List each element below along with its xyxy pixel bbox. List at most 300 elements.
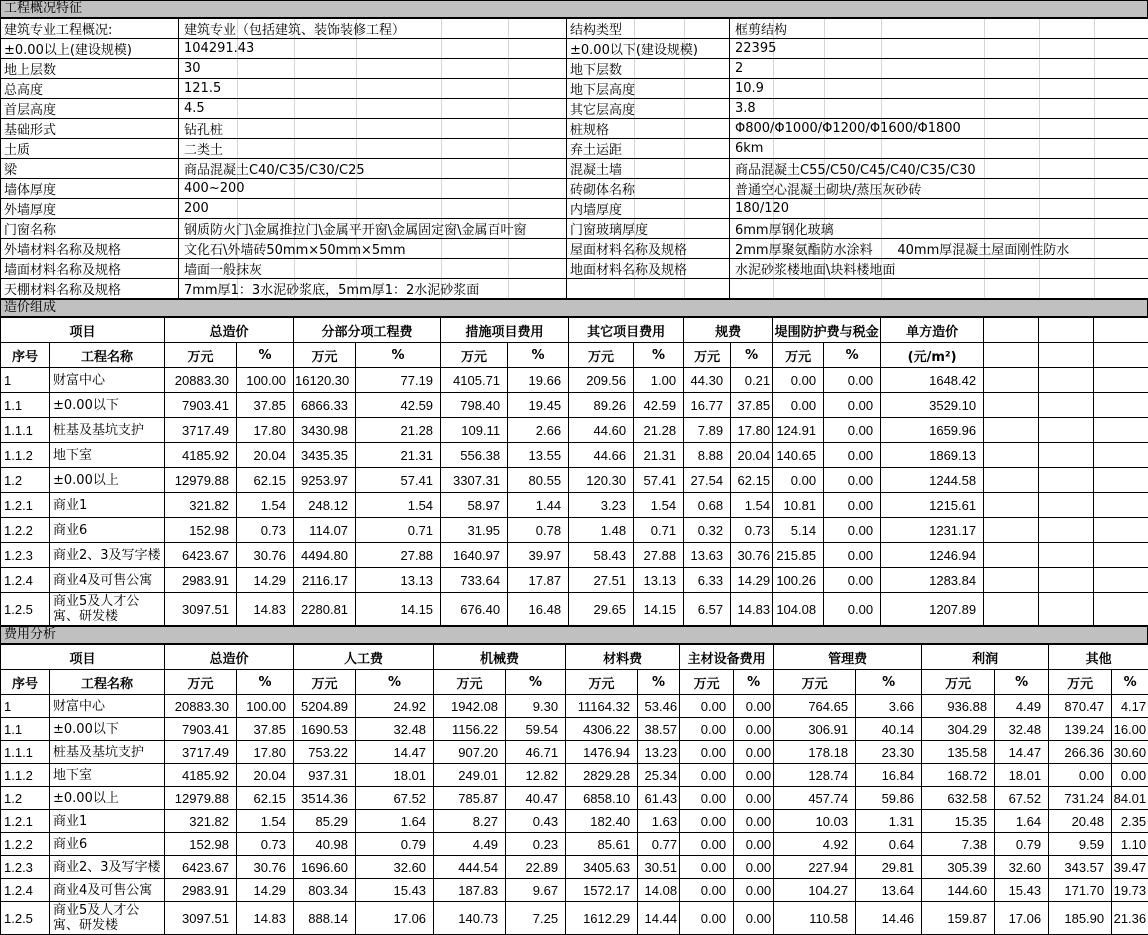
value-cell: 31.95 <box>441 518 508 543</box>
empty-cell <box>984 493 1039 518</box>
value-cell: 110.58 <box>774 902 856 935</box>
field-value: 墙面一般抹灰 <box>179 259 567 279</box>
column-header: 万元 <box>1049 670 1112 695</box>
empty-cell <box>1094 518 1148 543</box>
value-cell: 227.94 <box>774 856 856 879</box>
project-name-cell: ±0.00以上 <box>50 468 165 493</box>
row-index-cell: 1.2.2 <box>1 833 50 856</box>
value-cell: 46.71 <box>506 741 566 764</box>
value-cell: 0.00 <box>734 879 774 902</box>
value-cell: 37.85 <box>237 718 294 741</box>
value-cell: 0.00 <box>734 741 774 764</box>
value-cell: 14.29 <box>731 568 773 593</box>
section-cost-analysis <box>0 626 1148 935</box>
project-name-cell: 商业2、3及写字楼 <box>50 856 165 879</box>
cost-analysis-section-title: 费用分析 <box>0 626 1148 644</box>
value-cell: 30.51 <box>638 856 680 879</box>
value-cell: 12979.88 <box>165 468 237 493</box>
value-cell: 0.00 <box>734 787 774 810</box>
value-cell: 39.47 <box>1112 856 1148 879</box>
value-cell: 185.90 <box>1049 902 1112 935</box>
value-cell: 16120.30 <box>294 368 356 393</box>
value-cell: 58.43 <box>569 543 634 568</box>
value-cell: 3.66 <box>856 695 922 718</box>
field-label: 地面材料名称及规格 <box>567 259 730 279</box>
value-cell: 803.34 <box>294 879 356 902</box>
value-cell: 21.31 <box>356 443 441 468</box>
field-value: 7mm厚1：3水泥砂浆底，5mm厚1：2水泥砂浆面 <box>179 279 567 299</box>
column-group-header: 其他 <box>1049 645 1148 670</box>
value-cell: 266.36 <box>1049 741 1112 764</box>
column-group-header: 单方造价 <box>881 318 984 343</box>
value-cell: 62.15 <box>237 468 294 493</box>
column-header: 万元 <box>441 343 508 368</box>
table-row <box>1 787 1148 810</box>
value-cell: 124.91 <box>773 418 824 443</box>
value-cell: 1.64 <box>995 810 1049 833</box>
column-header: 万元 <box>680 670 734 695</box>
value-cell: 676.40 <box>441 593 508 626</box>
value-cell: 19.73 <box>1112 879 1148 902</box>
value-cell: 1.48 <box>569 518 634 543</box>
value-cell: 0.00 <box>680 741 734 764</box>
table-row <box>1 833 1148 856</box>
value-cell: 20.04 <box>237 764 294 787</box>
column-header: % <box>237 670 294 695</box>
value-cell: 85.29 <box>294 810 356 833</box>
column-header: % <box>995 670 1049 695</box>
value-cell: 17.80 <box>237 418 294 443</box>
value-cell: 321.82 <box>165 810 237 833</box>
overview-row <box>1 279 1148 299</box>
overview-row <box>1 239 1148 259</box>
field-label: 外墙厚度 <box>1 199 179 219</box>
project-name-cell: 商业6 <box>50 518 165 543</box>
value-cell: 20.04 <box>237 443 294 468</box>
value-cell: 18.01 <box>356 764 434 787</box>
field-label: 结构类型 <box>567 19 730 39</box>
value-cell: 1572.17 <box>566 879 638 902</box>
column-header: 万元 <box>774 670 856 695</box>
value-cell: 1476.94 <box>566 741 638 764</box>
empty-cell <box>1094 368 1148 393</box>
value-cell: 0.71 <box>356 518 441 543</box>
value-cell: 1640.97 <box>441 543 508 568</box>
field-label: ±0.00以下(建设规模) <box>567 39 730 59</box>
column-header: % <box>638 670 680 695</box>
value-cell: 0.23 <box>506 833 566 856</box>
value-cell: 4185.92 <box>165 443 237 468</box>
empty-cell <box>984 518 1039 543</box>
table-row <box>1 593 1148 626</box>
value-cell: 4.92 <box>774 833 856 856</box>
empty-cell <box>1039 443 1094 468</box>
value-cell: 8.27 <box>434 810 506 833</box>
column-header: % <box>508 343 569 368</box>
value-cell: 12979.88 <box>165 787 237 810</box>
value-cell: 0.68 <box>684 493 731 518</box>
value-cell: 0.00 <box>824 418 881 443</box>
column-header: % <box>356 343 441 368</box>
project-name-cell: 商业4及可售公寓 <box>50 879 165 902</box>
row-index-cell: 1.2.4 <box>1 879 50 902</box>
value-cell: 7.38 <box>922 833 995 856</box>
value-cell: 4.17 <box>1112 695 1148 718</box>
row-index-cell: 1.2.5 <box>1 593 50 626</box>
value-cell: 2983.91 <box>165 879 237 902</box>
value-cell: 21.28 <box>634 418 684 443</box>
field-value: 10.9 <box>730 79 1148 99</box>
value-cell: 0.00 <box>773 368 824 393</box>
value-cell: 2983.91 <box>165 568 237 593</box>
value-cell: 32.48 <box>995 718 1049 741</box>
value-cell: 1612.29 <box>566 902 638 935</box>
value-cell: 4105.71 <box>441 368 508 393</box>
value-cell: 15.43 <box>995 879 1049 902</box>
value-cell: 0.00 <box>824 468 881 493</box>
field-label: 地下层数 <box>567 59 730 79</box>
value-cell: 120.30 <box>569 468 634 493</box>
value-cell: 12.82 <box>506 764 566 787</box>
empty-header-cell <box>1094 318 1148 343</box>
value-cell: 1.54 <box>237 810 294 833</box>
empty-cell <box>984 543 1039 568</box>
empty-cell <box>984 443 1039 468</box>
value-cell: 3514.36 <box>294 787 356 810</box>
empty-cell <box>1094 593 1148 626</box>
value-cell: 80.55 <box>508 468 569 493</box>
value-cell: 209.56 <box>569 368 634 393</box>
value-cell: 7903.41 <box>165 393 237 418</box>
value-cell: 6423.67 <box>165 543 237 568</box>
overview-row <box>1 59 1148 79</box>
value-cell: 171.70 <box>1049 879 1112 902</box>
value-cell: 104.27 <box>774 879 856 902</box>
value-cell: 27.88 <box>356 543 441 568</box>
value-cell: 305.39 <box>922 856 995 879</box>
value-cell: 13.23 <box>638 741 680 764</box>
field-label: 混凝土墙 <box>567 159 730 179</box>
overview-row <box>1 219 1148 239</box>
value-cell: 14.08 <box>638 879 680 902</box>
overview-row <box>1 119 1148 139</box>
value-cell: 3529.10 <box>881 393 984 418</box>
value-cell: 3430.98 <box>294 418 356 443</box>
value-cell: 3717.49 <box>165 418 237 443</box>
row-index-cell: 1.1.2 <box>1 764 50 787</box>
value-cell: 5.14 <box>773 518 824 543</box>
value-cell: 215.85 <box>773 543 824 568</box>
row-index-cell: 1.1 <box>1 393 50 418</box>
column-header: 万元 <box>922 670 995 695</box>
empty-header-cell <box>984 318 1039 343</box>
field-value: 框剪结构 <box>730 19 1148 39</box>
value-cell: 16.00 <box>1112 718 1148 741</box>
project-name-cell: 商业1 <box>50 493 165 518</box>
field-value: 2 <box>730 59 1148 79</box>
project-name-cell: 地下室 <box>50 764 165 787</box>
table-row <box>1 741 1148 764</box>
field-value: 6km <box>730 139 1148 159</box>
column-header: % <box>237 343 294 368</box>
column-header: % <box>731 343 773 368</box>
overview-row <box>1 159 1148 179</box>
column-header: 工程名称 <box>50 343 165 368</box>
field-label: 墙面材料名称及规格 <box>1 259 179 279</box>
value-cell: 5204.89 <box>294 695 356 718</box>
value-cell: 0.00 <box>680 856 734 879</box>
row-index-cell: 1.2.5 <box>1 902 50 935</box>
value-cell: 9.59 <box>1049 833 1112 856</box>
value-cell: 32.60 <box>356 856 434 879</box>
value-cell: 0.00 <box>824 493 881 518</box>
value-cell: 457.74 <box>774 787 856 810</box>
value-cell: 85.61 <box>566 833 638 856</box>
value-cell: 10.03 <box>774 810 856 833</box>
value-cell: 57.41 <box>634 468 684 493</box>
value-cell: 1215.61 <box>881 493 984 518</box>
empty-cell <box>1039 543 1094 568</box>
field-value: 水泥砂浆楼地面\块料楼地面 <box>730 259 1148 279</box>
value-cell: 1690.53 <box>294 718 356 741</box>
value-cell: 1.63 <box>638 810 680 833</box>
value-cell: 0.00 <box>734 718 774 741</box>
column-group-header: 总造价 <box>165 318 294 343</box>
column-header: 万元 <box>434 670 506 695</box>
row-index-cell: 1 <box>1 695 50 718</box>
cost-composition-section-title: 造价组成 <box>0 299 1148 317</box>
table-row <box>1 568 1148 593</box>
value-cell: 57.41 <box>356 468 441 493</box>
value-cell: 785.87 <box>434 787 506 810</box>
value-cell: 6866.33 <box>294 393 356 418</box>
value-cell: 16.84 <box>856 764 922 787</box>
field-value: 商品混凝土C40/C35/C30/C25 <box>179 159 567 179</box>
field-value: 3.8 <box>730 99 1148 119</box>
value-cell: 0.32 <box>684 518 731 543</box>
value-cell: 30.60 <box>1112 741 1148 764</box>
row-index-cell: 1.2.3 <box>1 856 50 879</box>
value-cell: 0.00 <box>734 902 774 935</box>
value-cell: 58.97 <box>441 493 508 518</box>
value-cell: 0.21 <box>731 368 773 393</box>
column-group-header: 机械费 <box>434 645 566 670</box>
field-label: 建筑专业工程概况: <box>1 19 179 39</box>
value-cell: 0.78 <box>508 518 569 543</box>
value-cell: 7.25 <box>506 902 566 935</box>
value-cell: 135.58 <box>922 741 995 764</box>
value-cell: 306.91 <box>774 718 856 741</box>
value-cell: 14.46 <box>856 902 922 935</box>
value-cell: 1648.42 <box>881 368 984 393</box>
value-cell: 6.33 <box>684 568 731 593</box>
value-cell: 0.00 <box>680 902 734 935</box>
value-cell: 1659.96 <box>881 418 984 443</box>
empty-cell <box>1039 493 1094 518</box>
empty-cell <box>984 393 1039 418</box>
column-group-header: 管理费 <box>774 645 922 670</box>
value-cell: 0.79 <box>995 833 1049 856</box>
row-index-cell: 1.2.1 <box>1 493 50 518</box>
value-cell: 6858.10 <box>566 787 638 810</box>
value-cell: 40.98 <box>294 833 356 856</box>
overview-row <box>1 139 1148 159</box>
value-cell: 13.13 <box>356 568 441 593</box>
value-cell: 4185.92 <box>165 764 237 787</box>
project-name-cell: ±0.00以上 <box>50 787 165 810</box>
table-row <box>1 764 1148 787</box>
column-header: 万元 <box>773 343 824 368</box>
value-cell: 0.00 <box>773 468 824 493</box>
value-cell: 0.00 <box>824 543 881 568</box>
value-cell: 632.58 <box>922 787 995 810</box>
value-cell: 1156.22 <box>434 718 506 741</box>
table-row <box>1 443 1148 468</box>
value-cell: 62.15 <box>731 468 773 493</box>
value-cell: 936.88 <box>922 695 995 718</box>
value-cell: 9.30 <box>506 695 566 718</box>
value-cell: 0.43 <box>506 810 566 833</box>
column-header: % <box>734 670 774 695</box>
column-header: 万元 <box>165 670 237 695</box>
value-cell: 152.98 <box>165 833 237 856</box>
value-cell: 109.11 <box>441 418 508 443</box>
value-cell: 38.57 <box>638 718 680 741</box>
value-cell: 140.65 <box>773 443 824 468</box>
value-cell: 0.79 <box>356 833 434 856</box>
value-cell: 128.74 <box>774 764 856 787</box>
value-cell: 9253.97 <box>294 468 356 493</box>
column-header: % <box>856 670 922 695</box>
field-label: 内墙厚度 <box>567 199 730 219</box>
value-cell: 4306.22 <box>566 718 638 741</box>
field-label: 外墙材料名称及规格 <box>1 239 179 259</box>
value-cell: 77.19 <box>356 368 441 393</box>
value-cell: 1231.17 <box>881 518 984 543</box>
value-cell: 182.40 <box>566 810 638 833</box>
empty-header-cell <box>1039 318 1094 343</box>
value-cell: 67.52 <box>995 787 1049 810</box>
value-cell: 21.28 <box>356 418 441 443</box>
value-cell: 1.10 <box>1112 833 1148 856</box>
value-cell: 16.48 <box>508 593 569 626</box>
value-cell: 62.15 <box>237 787 294 810</box>
table-row <box>1 518 1148 543</box>
value-cell: 178.18 <box>774 741 856 764</box>
value-cell: 0.00 <box>1049 764 1112 787</box>
column-header: % <box>824 343 881 368</box>
field-label: 梁 <box>1 159 179 179</box>
value-cell: 753.22 <box>294 741 356 764</box>
empty-cell <box>984 418 1039 443</box>
value-cell: 39.97 <box>508 543 569 568</box>
field-label: 地下层高度 <box>567 79 730 99</box>
row-index-cell: 1.2.3 <box>1 543 50 568</box>
project-name-cell: 地下室 <box>50 443 165 468</box>
value-cell: 0.00 <box>824 368 881 393</box>
value-cell: 27.54 <box>684 468 731 493</box>
empty-cell <box>1039 418 1094 443</box>
value-cell: 14.29 <box>237 879 294 902</box>
value-cell: 1.54 <box>731 493 773 518</box>
value-cell: 14.47 <box>356 741 434 764</box>
overview-row <box>1 19 1148 39</box>
row-index-cell: 1.2.1 <box>1 810 50 833</box>
value-cell: 888.14 <box>294 902 356 935</box>
value-cell: 37.85 <box>731 393 773 418</box>
value-cell: 14.83 <box>237 593 294 626</box>
empty-cell <box>1039 468 1094 493</box>
empty-cell <box>1039 368 1094 393</box>
value-cell: 44.66 <box>569 443 634 468</box>
value-cell: 114.07 <box>294 518 356 543</box>
value-cell: 6423.67 <box>165 856 237 879</box>
value-cell: 32.60 <box>995 856 1049 879</box>
value-cell: 187.83 <box>434 879 506 902</box>
value-cell: 7.89 <box>684 418 731 443</box>
field-label: 屋面材料名称及规格 <box>567 239 730 259</box>
project-name-cell: 商业5及人才公寓、研发楼 <box>50 902 165 935</box>
column-group-header: 主材设备费用 <box>680 645 774 670</box>
value-cell: 1207.89 <box>881 593 984 626</box>
project-name-cell: 财富中心 <box>50 695 165 718</box>
value-cell: 304.29 <box>922 718 995 741</box>
field-label: 门窗玻璃厚度 <box>567 219 730 239</box>
value-cell: 29.81 <box>856 856 922 879</box>
value-cell: 89.26 <box>569 393 634 418</box>
value-cell: 13.63 <box>684 543 731 568</box>
column-header: 序号 <box>1 343 50 368</box>
field-label: 桩规格 <box>567 119 730 139</box>
field-value: 建筑专业（包括建筑、装饰装修工程） <box>179 19 567 39</box>
empty-header-cell <box>1094 343 1148 368</box>
value-cell: 0.71 <box>634 518 684 543</box>
section-cost-composition <box>0 299 1148 626</box>
value-cell: 3097.51 <box>165 902 237 935</box>
column-group-header: 分部分项工程费 <box>294 318 441 343</box>
row-index-cell: 1.2 <box>1 468 50 493</box>
empty-cell <box>984 593 1039 626</box>
value-cell: 9.67 <box>506 879 566 902</box>
field-label: 基础形式 <box>1 119 179 139</box>
table-row <box>1 418 1148 443</box>
column-header: 万元 <box>684 343 731 368</box>
value-cell: 13.13 <box>634 568 684 593</box>
value-cell: 0.73 <box>237 518 294 543</box>
value-cell: 0.00 <box>734 695 774 718</box>
field-value: 22395 <box>730 39 1148 59</box>
value-cell: 30.76 <box>731 543 773 568</box>
project-name-cell: 桩基及基坑支护 <box>50 418 165 443</box>
value-cell: 0.00 <box>824 593 881 626</box>
project-name-cell: 桩基及基坑支护 <box>50 741 165 764</box>
column-group-header: 堤围防护费与税金 <box>773 318 881 343</box>
value-cell: 168.72 <box>922 764 995 787</box>
column-group-header: 人工费 <box>294 645 434 670</box>
value-cell: 2280.81 <box>294 593 356 626</box>
table-row <box>1 493 1148 518</box>
row-index-cell: 1.1.1 <box>1 418 50 443</box>
value-cell: 0.00 <box>680 695 734 718</box>
value-cell: 42.59 <box>356 393 441 418</box>
table-row <box>1 368 1148 393</box>
value-cell: 1283.84 <box>881 568 984 593</box>
value-cell: 0.00 <box>680 833 734 856</box>
field-value: 普通空心混凝土砌块/蒸压灰砂砖 <box>730 179 1148 199</box>
empty-cell <box>1094 543 1148 568</box>
value-cell: 59.86 <box>856 787 922 810</box>
value-cell: 23.30 <box>856 741 922 764</box>
